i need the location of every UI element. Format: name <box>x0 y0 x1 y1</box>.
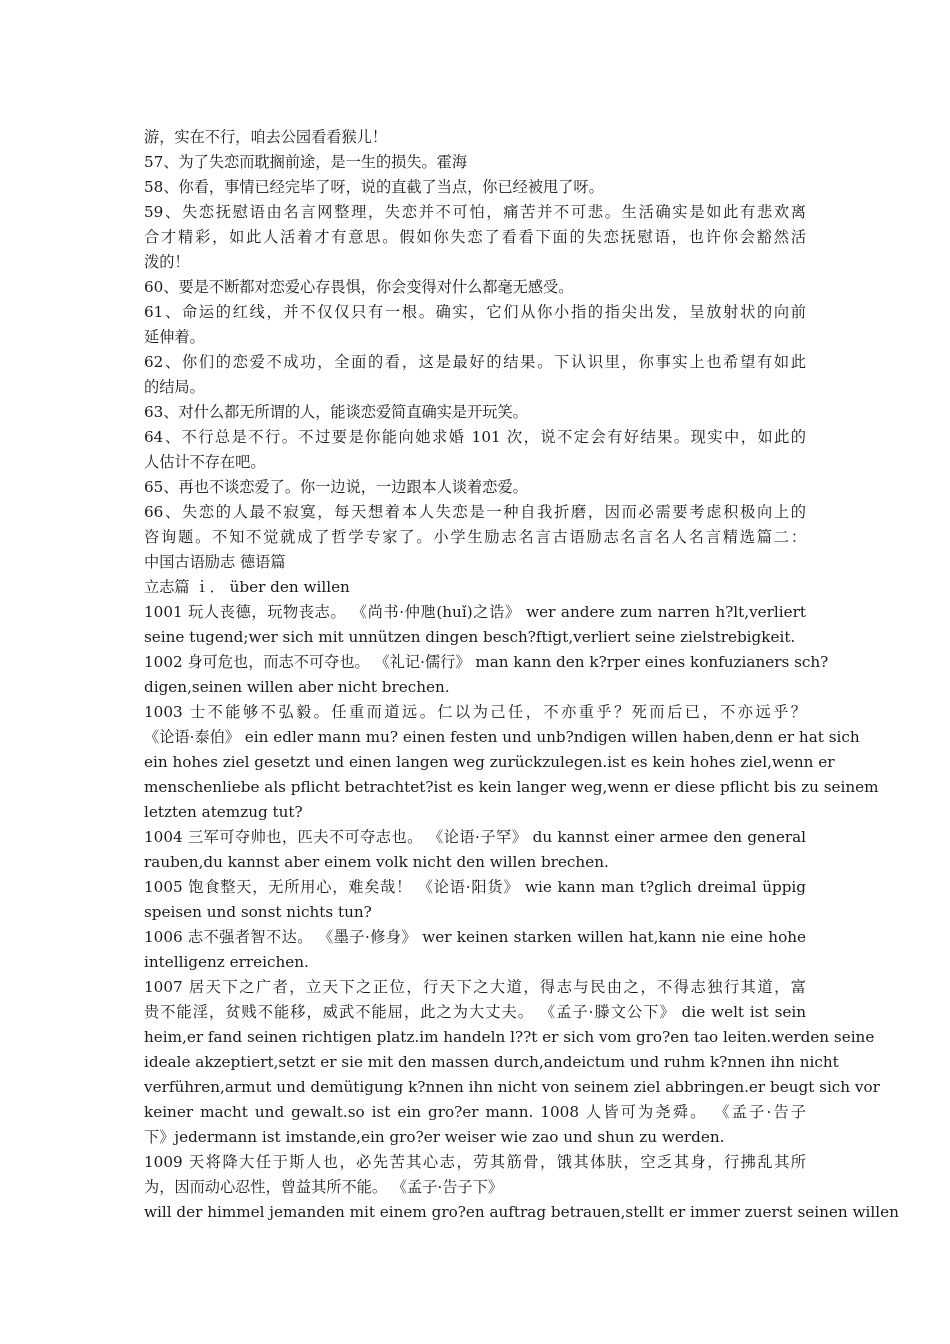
text-line: 66、失恋的人最不寂寞，每天想着本人失恋是一种自我折磨，因而必需要考虑积极向上的 <box>144 503 806 521</box>
text-line: 游，实在不行，咱去公园看看猴儿！ <box>144 128 387 146</box>
text-line: verführen,armut und demütigung k?nnen ihn nicht von seinem ziel abbringen.er beugt sich vor <box>144 1078 880 1096</box>
text-line: 1006 志不强者智不达。 《墨子·修身》 wer keinen starken willen hat,kann nie eine hohe <box>144 928 806 946</box>
text-line: 59、失恋抚慰语由名言网整理，失恋并不可怕，痛苦并不可悲。生活确实是如此有悲欢离 <box>144 203 806 221</box>
text-line: 1003 士不能够不弘毅。任重而道远。仁以为己任，不亦重乎？死而后已，不亦远乎？ <box>144 703 806 721</box>
text-line: menschenliebe als pflicht betrachtet?ist es kein langer weg,wenn er diese pflicht bis zu seinem <box>144 778 879 796</box>
text-line: 立志篇 ｉ． über den willen <box>144 578 350 596</box>
text-line: 63、对什么都无所谓的人，能谈恋爱简直确实是开玩笑。 <box>144 403 528 421</box>
text-line: 咨询题。不知不觉就成了哲学专家了。小学生励志名言古语励志名言名人名言精选篇二： <box>144 528 806 546</box>
text-line: intelligenz erreichen. <box>144 953 309 971</box>
text-line: will der himmel jemanden mit einem gro?en auftrag betrauen,stellt er immer zuerst seinen willen <box>144 1203 899 1221</box>
text-line: 61、命运的红线，并不仅仅只有一根。确实，它们从你小指的指尖出发，呈放射状的向前 <box>144 303 806 321</box>
text-line: 人估计不存在吧。 <box>144 453 266 471</box>
text-line: ideale akzeptiert,setzt er sie mit den massen durch,andeictum und ruhm k?nnen ihn nicht <box>144 1053 839 1071</box>
text-line: 57、为了失恋而耽搁前途，是一生的损失。霍海 <box>144 153 468 171</box>
text-line: 62、你们的恋爱不成功，全面的看，这是最好的结果。下认识里，你事实上也希望有如此 <box>144 353 806 371</box>
text-line: 65、再也不谈恋爱了。你一边说，一边跟本人谈着恋爱。 <box>144 478 528 496</box>
text-line: speisen und sonst nichts tun? <box>144 903 372 921</box>
text-line: 1009 天将降大任于斯人也，必先苦其心志，劳其筋骨，饿其体肤，空乏其身，行拂乱其所 <box>144 1153 806 1171</box>
text-line: 1007 居天下之广者，立天下之正位，行天下之大道，得志与民由之，不得志独行其道，富 <box>144 978 806 996</box>
text-line: 《论语·泰伯》 ein edler mann mu? einen festen und unb?ndigen willen haben,denn er hat sich <box>144 728 860 746</box>
text-line: keiner macht und gewalt.so ist ein gro?er mann. 1008 人皆可为尧舜。 《孟子·告子 <box>144 1103 806 1121</box>
text-line: 延伸着。 <box>144 328 205 346</box>
text-line: 1002 身可危也，而志不可夺也。 《礼记·儒行》 man kann den k?rper eines konfuzianers sch? <box>144 653 829 671</box>
text-line: 贵不能淫，贫贱不能移，威武不能屈，此之为大丈夫。 《孟子·滕文公下》 die welt ist sein <box>144 1003 806 1021</box>
text-line: 中国古语励志 德语篇 <box>144 553 286 571</box>
text-line: 1004 三军可夺帅也，匹夫不可夺志也。 《论语·子罕》 du kannst einer armee den general <box>144 828 806 846</box>
text-line: 泼的！ <box>144 253 190 271</box>
text-line: seine tugend;wer sich mit unnützen dingen besch?ftigt,verliert seine zielstrebigkeit. <box>144 628 796 646</box>
text-line: 64、不行总是不行。不过要是你能向她求婚 101 次，说不定会有好结果。现实中，如此的 <box>144 428 806 446</box>
text-line: 下》jedermann ist imstande,ein gro?er weiser wie zao und shun zu werden. <box>144 1128 725 1146</box>
text-line: 58、你看，事情已经完毕了呀，说的直截了当点，你已经被甩了呀。 <box>144 178 604 196</box>
document-page <box>144 125 899 1225</box>
text-line: 60、要是不断都对恋爱心存畏惧，你会变得对什么都毫无感受。 <box>144 278 574 296</box>
text-line: 的结局。 <box>144 378 205 396</box>
text-line: letzten atemzug tut? <box>144 803 303 821</box>
text-line: 1005 饱食整天，无所用心，难矣哉！ 《论语·阳货》 wie kann man t?glich dreimal üppig <box>144 878 806 896</box>
text-line: 1001 玩人丧德，玩物丧志。 《尚书·仲虺(huǐ)之诰》 wer andere zum narren h?lt,verliert <box>144 603 806 621</box>
text-line: 为，因而动心忍性，曾益其所不能。 《孟子·告子下》 <box>144 1178 503 1196</box>
text-line: heim,er fand seinen richtigen platz.im handeln l??t er sich vom gro?en tao leiten.werden seine <box>144 1028 875 1046</box>
text-line: rauben,du kannst aber einem volk nicht den willen brechen. <box>144 853 609 871</box>
text-line: digen,seinen willen aber nicht brechen. <box>144 678 450 696</box>
text-line: 合才精彩，如此人活着才有意思。假如你失恋了看看下面的失恋抚慰语，也许你会豁然活 <box>144 228 806 246</box>
text-line: ein hohes ziel gesetzt und einen langen weg zurückzulegen.ist es kein hohes ziel,wenn er <box>144 753 835 771</box>
